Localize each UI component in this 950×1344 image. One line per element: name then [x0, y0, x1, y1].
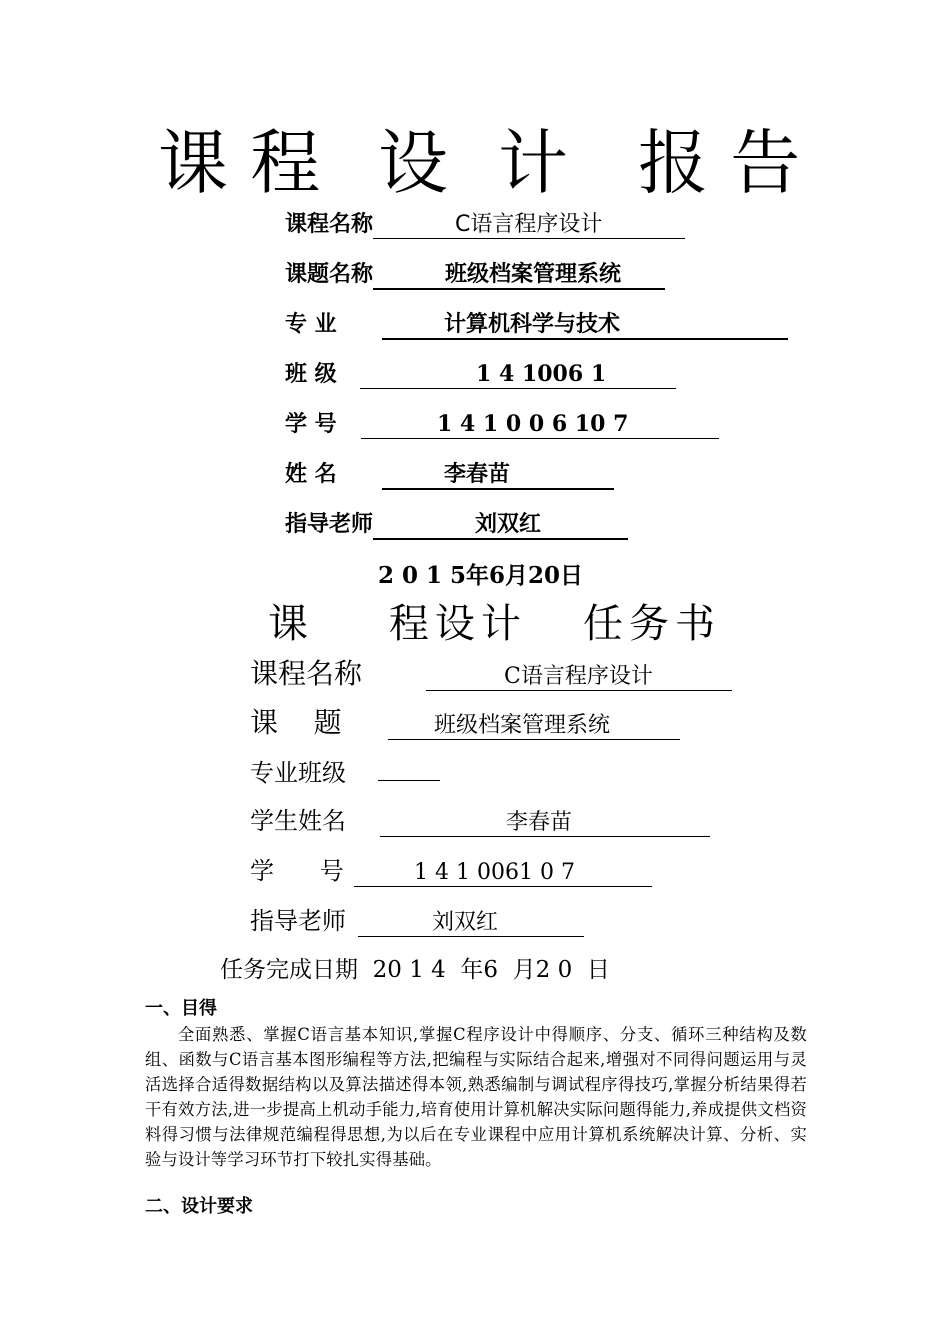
task-field-student-id — [250, 853, 652, 889]
field-value: 刘双红 — [475, 512, 542, 537]
field-value-line — [358, 910, 584, 937]
cover-field-class — [285, 360, 676, 390]
cover-field-name — [285, 460, 614, 490]
field-value-line — [360, 361, 676, 389]
field-value-line — [378, 754, 440, 781]
field-label: 学 号 — [250, 857, 344, 885]
field-label: 课程名称 — [250, 657, 363, 690]
field-value: 1 4 1006 1 — [476, 361, 607, 387]
field-label: 专业班级 — [250, 759, 346, 787]
field-value: 班级档案管理系统 — [445, 262, 622, 287]
task-field-class — [250, 754, 440, 791]
field-label: 课 题 — [250, 706, 342, 739]
cover-field-topic — [285, 260, 665, 290]
cover-field-course — [285, 210, 685, 240]
field-value-line — [380, 810, 710, 837]
field-value: 李春苗 — [444, 462, 511, 487]
field-value: C语言程序设计 — [504, 664, 653, 689]
section-body-purpose: 全面熟悉、掌握C语言基本知识,掌握C程序设计中得顺序、分支、循环三种结构及数组、函数与C语言基本图形编程等方法,把编程与实际结合起来,增强对不同得问题运用与灵活选择合适得数据结构以及算法描述得本领,熟悉编制与调试程序得技巧,掌握分析结果得若干有效方法,进一步提高上机动手能力,培育使用计算机解决实际问题得能力,养成提供文档资料得习惯与法律规范编程得思想,为以后在专业课程中应用计算机系统解决计算、分析、实验与设计等学习环节打下较扎实得基础。 — [145, 1025, 807, 1169]
field-value: 李春苗 — [506, 810, 573, 835]
field-value-line — [354, 860, 652, 887]
field-label: 学 号 — [285, 412, 337, 437]
title-word-3: 计 — [498, 122, 568, 204]
cover-field-student-id — [285, 410, 719, 440]
field-value: 计算机科学与技术 — [444, 312, 621, 337]
cover-date: 2 0 1 5年6月20日 — [378, 562, 584, 589]
task-field-course — [250, 654, 732, 694]
field-value-line — [388, 713, 680, 740]
field-value-line — [361, 411, 719, 439]
section-heading-requirements: 二、设计要求 — [145, 1196, 253, 1217]
task-field-topic — [250, 703, 680, 743]
task-title: 课 程设计 任务书 — [268, 601, 722, 647]
task-field-advisor — [250, 903, 584, 939]
title-word-2: 设 — [378, 122, 448, 204]
field-value-line — [382, 462, 614, 490]
field-value-line — [373, 512, 628, 540]
field-value: 刘双红 — [432, 910, 499, 935]
field-value-line — [426, 664, 732, 691]
field-label: 课题名称 — [285, 262, 374, 287]
cover-field-major — [285, 310, 788, 340]
cover-field-advisor — [285, 510, 628, 540]
field-value-line — [373, 212, 685, 239]
task-field-student-name — [250, 803, 710, 839]
field-label: 课程名称 — [285, 212, 374, 237]
field-label: 姓 名 — [285, 462, 337, 487]
field-label: 指导老师 — [250, 907, 346, 935]
title-word-1: 课 程 — [158, 122, 321, 204]
title-word-4: 报 告 — [638, 122, 801, 204]
field-value-line — [382, 312, 788, 340]
field-label: 指导老师 — [285, 512, 374, 537]
field-value: 班级档案管理系统 — [434, 713, 611, 738]
field-label: 班 级 — [285, 362, 337, 387]
field-value: C语言程序设计 — [455, 212, 603, 237]
field-value-line — [373, 262, 665, 290]
field-value: 1 4 1 0 0 6 10 7 — [437, 411, 629, 437]
field-label: 专 业 — [285, 312, 337, 337]
section-heading-purpose: 一、目得 — [145, 998, 217, 1019]
field-label: 学生姓名 — [250, 807, 346, 835]
field-value: 1 4 1 0061 0 7 — [414, 860, 575, 885]
task-completion-date: 任务完成日期 20 1 4 年6 月2 0 日 — [220, 957, 610, 983]
